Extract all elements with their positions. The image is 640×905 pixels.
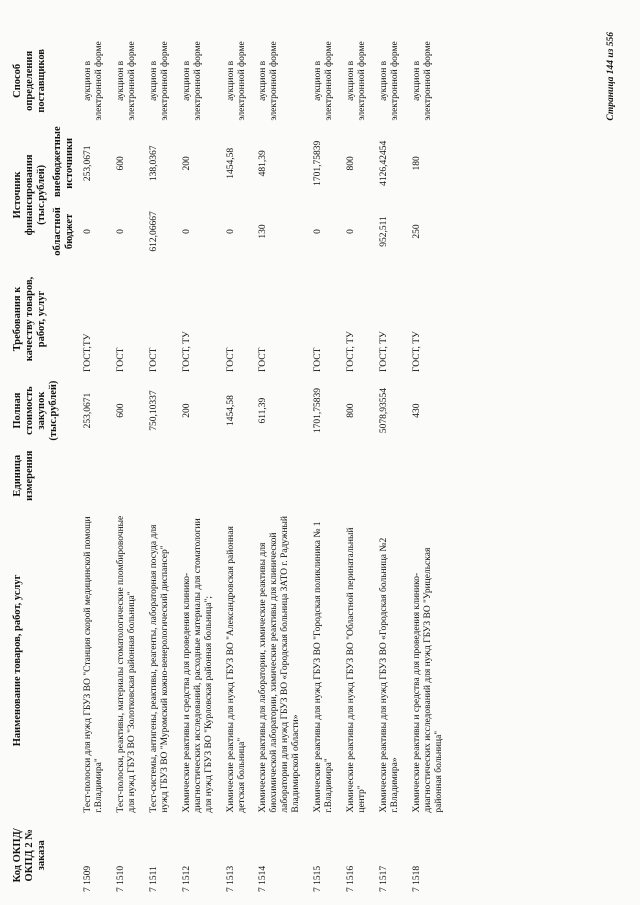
row-cost: 200 — [181, 403, 192, 418]
row-method: аукцион в электронной форме — [83, 41, 105, 121]
row-method: аукцион в электронной форме — [116, 41, 138, 121]
row-requirements: ГОСТ — [258, 347, 269, 372]
page-number: Страница 144 из 556 — [606, 32, 616, 121]
row-unit — [221, 446, 254, 505]
row-cost: 611,39 — [258, 397, 269, 424]
row-code: 7 1517 — [378, 865, 389, 892]
table-row — [253, 35, 308, 895]
row-name: Химические реактивы для нужд ГБУЗ ВО «Городская больница №2 г.Владимира» — [378, 537, 400, 813]
row-method: аукцион в электронной форме — [411, 41, 433, 121]
row-cost: 5078,93554 — [378, 388, 389, 434]
row-requirements: ГОСТ, ТУ — [378, 331, 389, 372]
row-cost: 800 — [345, 403, 356, 418]
table-header — [10, 35, 78, 895]
row-extra: 1701,75839 — [313, 140, 324, 186]
row-regional: 0 — [83, 229, 94, 234]
row-regional: 612,06667 — [149, 211, 159, 252]
row-extra: 200 — [181, 156, 192, 171]
row-cost: 1454,58 — [225, 395, 236, 427]
row-method: аукцион в электронной форме — [313, 41, 335, 121]
row-unit — [253, 446, 308, 505]
header-funding: Источник финансирования (тыс.рублей) — [12, 154, 48, 236]
header-cost: Полная стоимость закупок (тыс.рублей) — [12, 380, 60, 441]
row-unit — [308, 446, 341, 505]
row-cost: 430 — [411, 403, 422, 418]
row-unit — [341, 446, 374, 505]
row-regional: 0 — [225, 229, 236, 234]
row-unit — [374, 446, 407, 505]
row-extra: 600 — [116, 156, 127, 171]
row-name: Химические реактивы для нужд ГБУЗ ВО "Городская поликлиника № 1 г.Владимира" — [313, 521, 335, 813]
row-regional: 250 — [411, 224, 422, 239]
table-row — [374, 35, 407, 895]
table-row — [221, 35, 254, 895]
row-name: Химические реактивы для нужд ГБУЗ ВО "Александровская районная детская больница" — [225, 526, 247, 813]
header-funding-regional: областной бюджет — [52, 207, 76, 256]
row-extra: 253,0671 — [83, 145, 94, 182]
row-requirements: ГОСТ — [116, 347, 127, 372]
row-regional: 0 — [181, 229, 192, 234]
row-code: 7 1511 — [149, 866, 159, 892]
row-unit — [111, 446, 144, 505]
header-unit: Единица измерения — [12, 450, 36, 501]
table-row — [144, 35, 177, 895]
header-method: Способ определения поставщиков — [12, 49, 48, 113]
row-method: аукцион в электронной форме — [345, 41, 367, 121]
row-code: 7 1513 — [225, 865, 236, 892]
row-requirements: ГОСТ — [149, 347, 159, 372]
row-regional: 0 — [116, 229, 127, 234]
row-unit — [78, 446, 111, 505]
row-name: Химические реактивы и средства для проведения клинико-диагностических исследований для нужд ГБУЗ ВО "Урицельская районная больница" — [411, 547, 444, 813]
row-name: Тест-полоски, реактивы, материалы стоматологические пломбировочные для нужд ГБУЗ ВО "Золотковская районная больница" — [116, 515, 138, 813]
row-code: 7 1512 — [181, 865, 192, 892]
row-requirements: ГОСТ — [225, 347, 236, 372]
table-row — [407, 35, 451, 895]
row-regional: 0 — [345, 229, 356, 234]
row-regional: 130 — [258, 224, 269, 239]
row-method: аукцион в электронной форме — [378, 41, 400, 121]
table-row — [111, 35, 144, 895]
table-row — [177, 35, 221, 895]
row-extra: 481,39 — [258, 150, 269, 177]
row-code: 7 1515 — [313, 865, 324, 892]
row-name: Химические реактивы для лаборатории, химические реактивы для биохимической лаборатории, химические реактивы для клинической лаборатории для нужд ГБУЗ ВО «Городская больница ЗАТО г. Радужный Владимирской области» — [258, 515, 302, 813]
row-requirements: ГОСТ, ТУ — [181, 331, 192, 372]
row-requirements: ГОСТ, ТУ — [345, 331, 356, 372]
row-extra: 800 — [345, 156, 356, 171]
row-requirements: ГОСТ,ТУ — [83, 333, 94, 372]
row-regional: 952,511 — [378, 216, 389, 247]
header-code: Код ОКПД/ ОКПД 2 № заказа — [12, 828, 48, 883]
row-code: 7 1509 — [83, 865, 94, 892]
table-body — [78, 35, 450, 895]
row-cost: 1701,75839 — [313, 388, 324, 434]
row-unit — [407, 446, 451, 505]
header-name: Наименование товаров, работ, услуг — [12, 574, 23, 747]
table-row — [78, 35, 111, 895]
row-code: 7 1514 — [258, 865, 269, 892]
row-code: 7 1516 — [345, 865, 356, 892]
row-method: аукцион в электронной форме — [258, 41, 280, 121]
procurement-table — [10, 35, 450, 895]
row-name: Химические реактивы и средства для проведения клинико-диагностических исследований, расходные материалы для стоматологии для нужд ГБУЗ ВО "Курловская районная больница"; — [181, 518, 214, 813]
row-name: Химические реактивы для нужд ГБУЗ ВО "Областной перинатальный центр" — [345, 527, 367, 813]
row-extra: 180 — [411, 156, 422, 171]
row-requirements: ГОСТ — [313, 347, 324, 372]
row-code: 7 1510 — [116, 865, 127, 892]
row-method: аукцион в электронной форме — [225, 41, 247, 121]
row-cost: 253,0671 — [83, 392, 94, 429]
row-name: Тест-системы, антигены, реактивы, реагенты, лабораторная посуда для нужд ГБУЗ ВО "Муромский кожно-венерологический диспансер" — [149, 524, 170, 813]
row-unit — [144, 446, 177, 505]
row-extra: 4126,42454 — [378, 140, 389, 186]
row-regional: 0 — [313, 229, 324, 234]
row-cost: 750,10337 — [149, 390, 159, 431]
header-requirements: Требования к качеству товаров, работ, услуг — [12, 276, 48, 362]
row-method: аукцион в электронной форме — [181, 41, 203, 121]
rotated-landscape-content — [10, 10, 620, 895]
table-row — [308, 35, 341, 895]
row-extra: 1454,58 — [225, 147, 236, 179]
row-extra: 138,0367 — [149, 145, 159, 182]
row-requirements: ГОСТ, ТУ — [411, 331, 422, 372]
row-method: аукцион в электронной форме — [149, 41, 170, 121]
header-funding-extra: внебюджетные источники — [52, 126, 76, 197]
row-code: 7 1518 — [411, 865, 422, 892]
table-row — [341, 35, 374, 895]
row-name: Тест-полоски для нужд ГБУЗ ВО "Станция скорой медицинской помощи г.Владимира" — [83, 516, 105, 813]
row-unit — [177, 446, 221, 505]
row-cost: 600 — [116, 403, 127, 418]
